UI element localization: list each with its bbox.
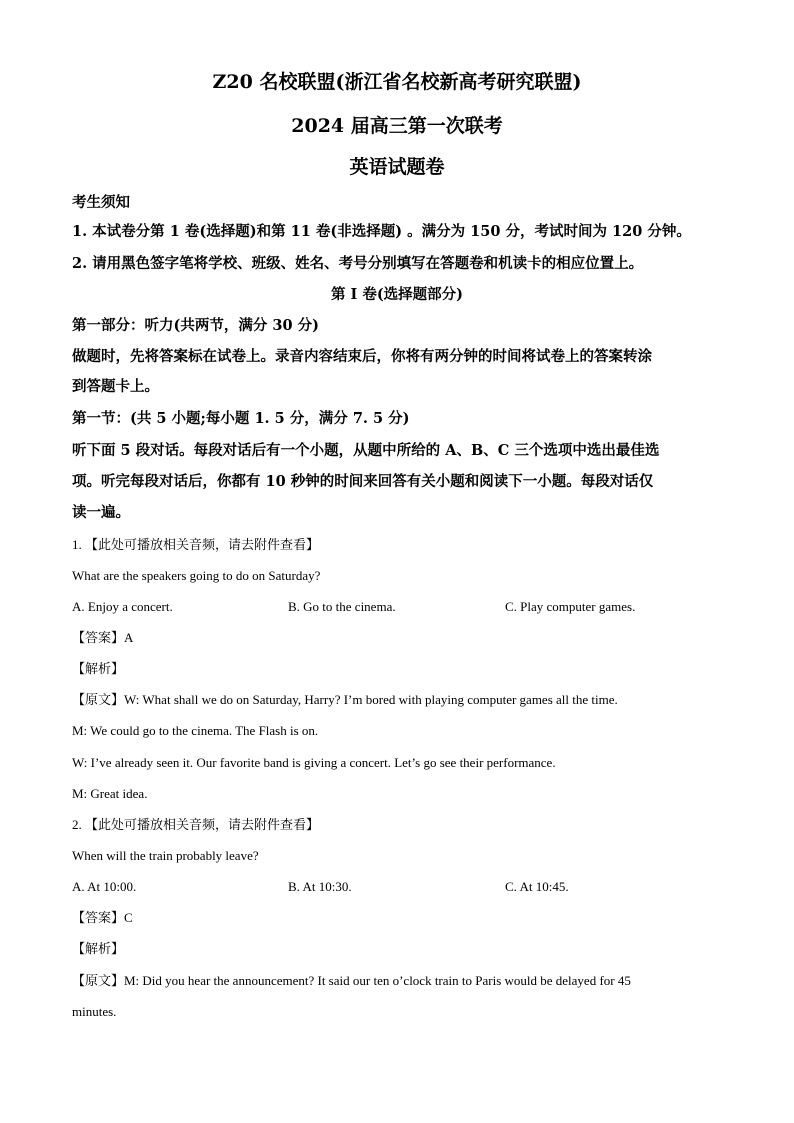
q1-question: What are the speakers going to do on Saturday? [72,568,321,583]
q1-answer: 【答案】A [72,630,134,645]
q1-option-b: B. Go to the cinema. [288,599,396,614]
q1-option-c: C. Play computer games. [505,599,636,614]
notice-item-2: 2. 请用黑色签字笔将学校、班级、姓名、考号分别填写在答题卷和机读卡的相应位置上。 [72,255,644,272]
section1-instruction-line2: 项。听完每段对话后，你都有 10 秒钟的时间来回答有关小题和阅读下一小题。每段对话仅 [72,473,654,490]
q1-script-line2: M: We could go to the cinema. The Flash is on. [72,723,319,738]
notice-heading: 考生须知 [72,194,130,211]
q2-option-b: B. At 10:30. [288,879,352,894]
q2-header: 2. 【此处可播放相关音频，请去附件查看】 [72,817,320,832]
q1-header: 1. 【此处可播放相关音频，请去附件查看】 [72,537,320,552]
q1-option-a: A. Enjoy a concert. [72,599,173,614]
section1-instruction-line1: 听下面 5 段对话。每段对话后有一个小题，从题中所给的 A、B、C 三个选项中选出最佳选 [72,442,660,459]
notice-item-1: 1. 本试卷分第 1 卷(选择题)和第 11 卷(非选择题) 。满分为 150 分，考试时间为 120 分钟。 [72,223,691,240]
part1-title: 第一部分：听力(共两节，满分 30 分) [72,317,319,334]
part1-instruction-line1: 做题时，先将答案标在试卷上。录音内容结束后，你将有两分钟的时间将试卷上的答案转涂 [72,348,652,365]
exam-title-line1: Z20 名校联盟(浙江省名校新高考研究联盟) [212,71,582,93]
section1-instruction-line3: 读一遍。 [72,504,130,521]
q2-option-c: C. At 10:45. [505,879,569,894]
section-title: 第 I 卷(选择题部分) [330,286,464,303]
exam-title-line3: 英语试题卷 [349,156,445,178]
exam-title-line2: 2024 届高三第一次联考 [291,115,503,137]
q2-answer: 【答案】C [72,910,133,925]
q1-script-line4: M: Great idea. [72,786,148,801]
section1-title: 第一节：(共 5 小题;每小题 1. 5 分，满分 7. 5 分) [72,410,410,427]
q2-option-a: A. At 10:00. [72,879,137,894]
part1-instruction-line2: 到答题卡上。 [72,378,159,395]
q2-analysis-label: 【解析】 [72,941,125,956]
q1-analysis-label: 【解析】 [72,661,125,676]
q2-script-line2: minutes. [72,1004,117,1019]
q1-script-line3: W: I’ve already seen it. Our favorite band is giving a concert. Let’s go see their performance. [72,755,556,770]
q1-script-line1: 【原文】W: What shall we do on Saturday, Harry? I’m bored with playing computer games all the time. [72,692,618,707]
q2-script-line1: 【原文】M: Did you hear the announcement? It said our ten o’clock train to Paris would be delayed for 45 [72,973,631,988]
q2-question: When will the train probably leave? [72,848,259,863]
